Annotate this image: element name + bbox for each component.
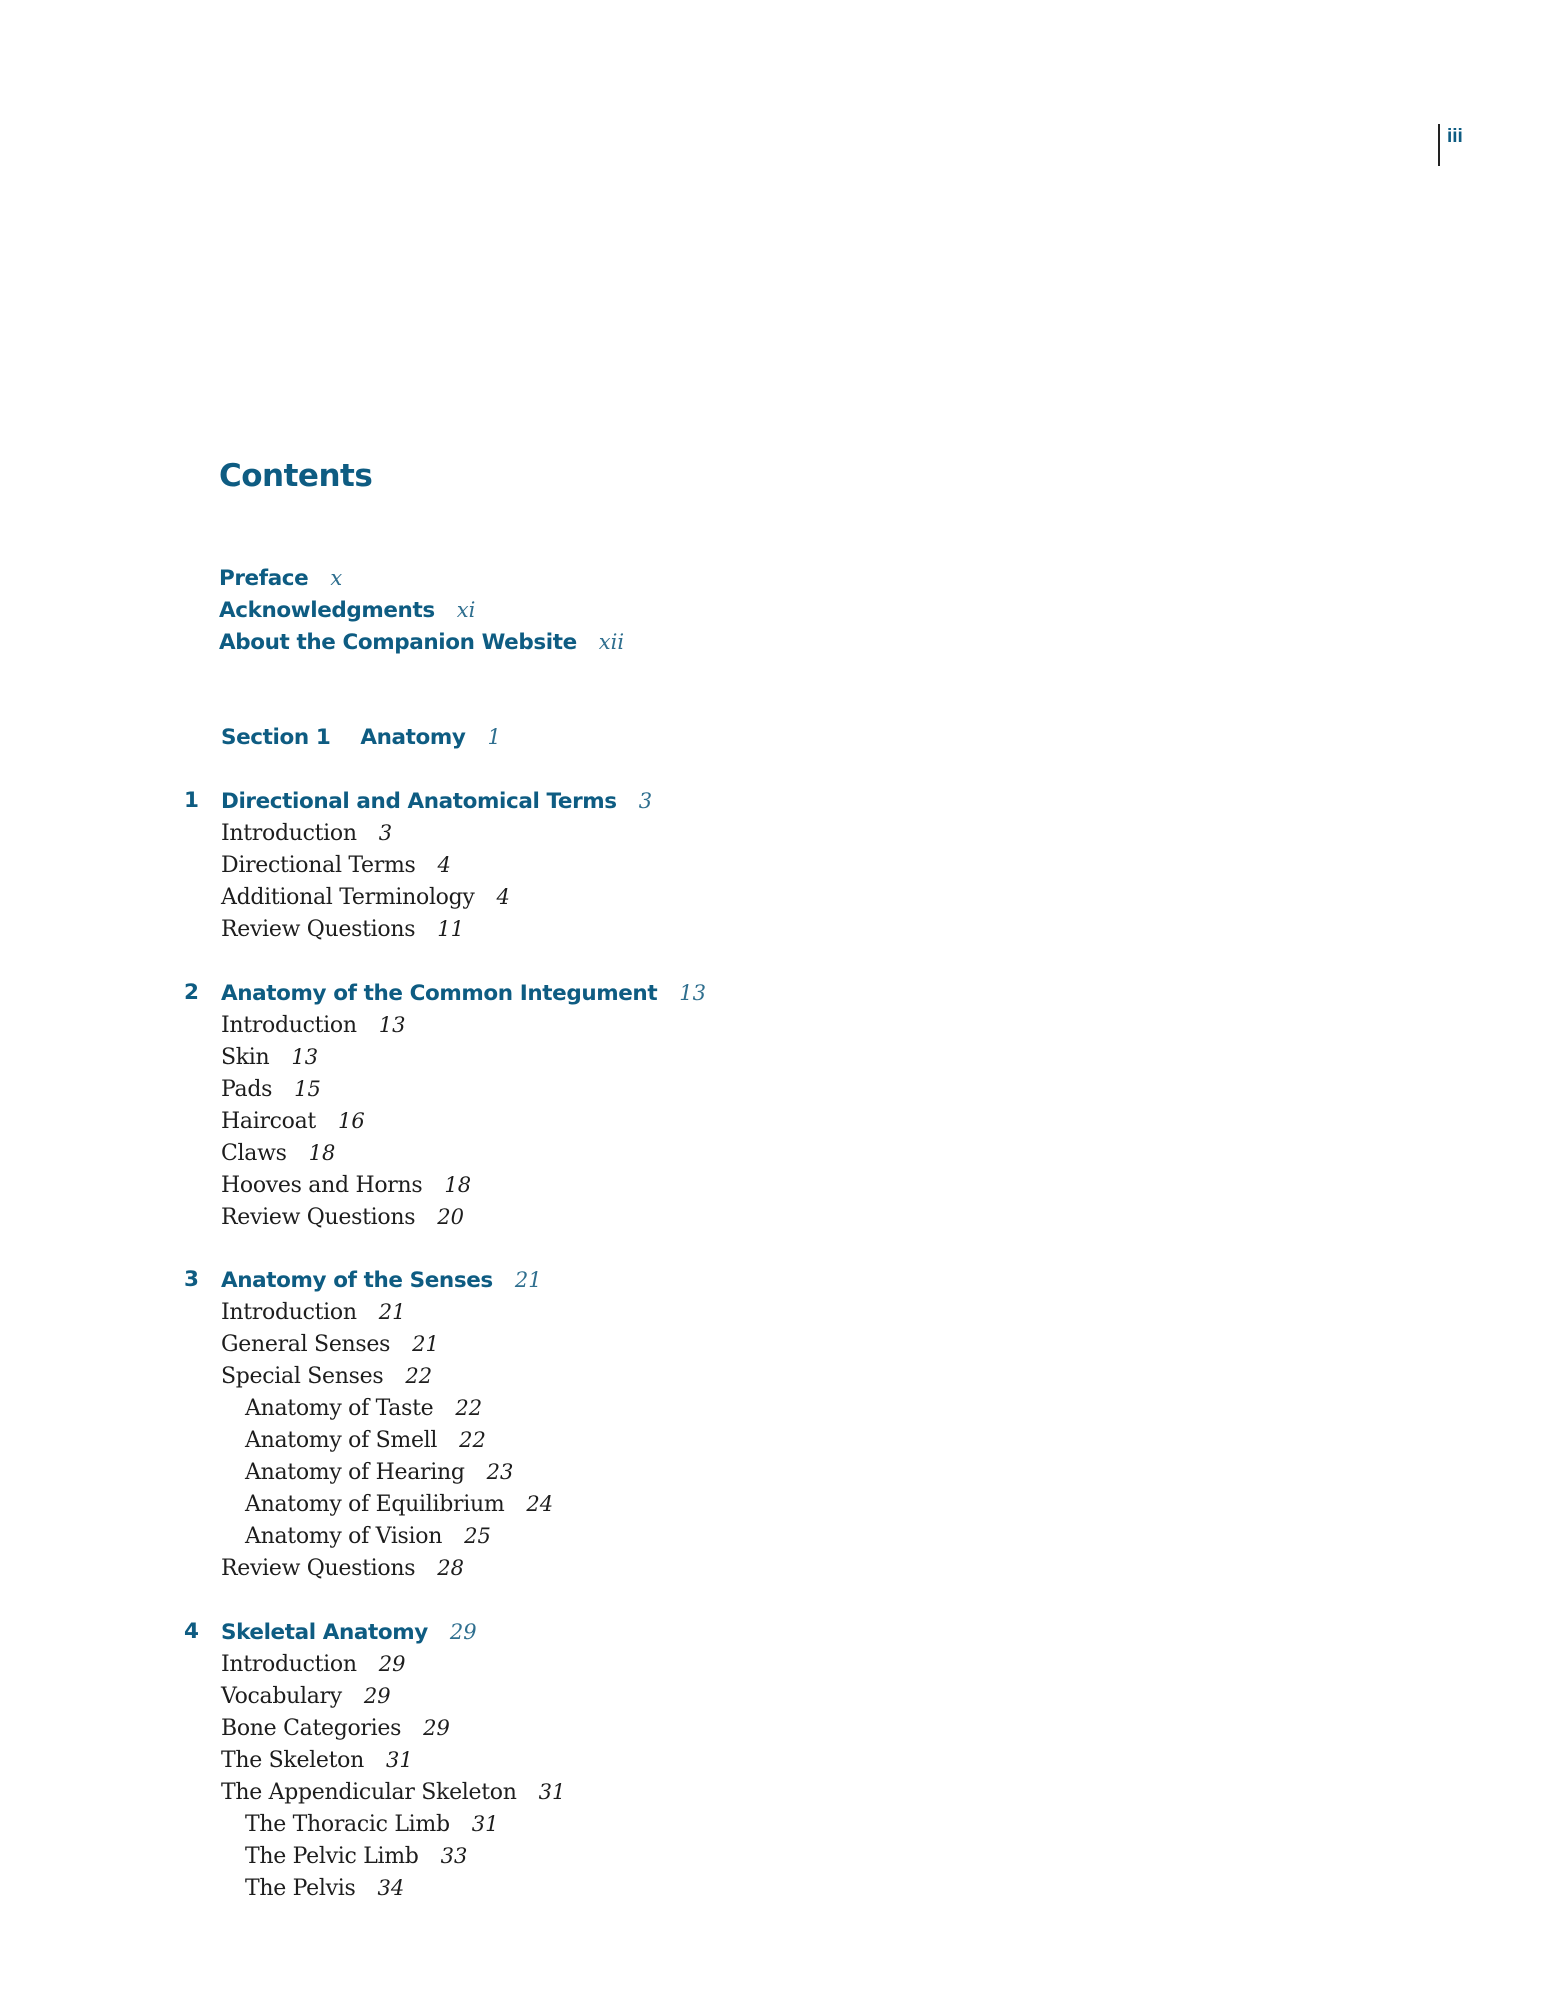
entry-label: Anatomy of Smell	[245, 1428, 438, 1453]
entry-page: 13	[291, 1045, 319, 1069]
entry-page: 21	[378, 1300, 406, 1324]
chapter-page: 3	[638, 789, 653, 813]
toc-entry[interactable]	[221, 1552, 464, 1584]
toc-entry[interactable]	[221, 1073, 321, 1105]
entry-label: Anatomy of Equilibrium	[245, 1492, 505, 1517]
chapter-page: 29	[449, 1620, 477, 1644]
entry-label: Anatomy of Vision	[245, 1524, 443, 1549]
entry-page: 22	[459, 1428, 486, 1452]
entry-page: 3	[378, 821, 393, 845]
entry-page: 22	[455, 1396, 483, 1420]
entry-label: Introduction	[221, 1013, 357, 1038]
chapter-title: Directional and Anatomical Terms	[221, 789, 617, 814]
chapter-number: 1	[184, 788, 199, 813]
toc-entry[interactable]	[221, 1169, 471, 1201]
toc-chapter-4[interactable]	[221, 1616, 477, 1648]
entry-label: Introduction	[221, 1652, 357, 1677]
toc-entry[interactable]	[221, 1328, 439, 1360]
chapter-number: 3	[184, 1267, 199, 1292]
section-label: Section 1	[221, 725, 331, 750]
entry-label: Special Senses	[221, 1364, 384, 1389]
entry-label: Review Questions	[221, 1556, 416, 1581]
entry-page: 16	[337, 1109, 365, 1133]
toc-chapter-3[interactable]	[221, 1264, 542, 1296]
toc-entry-acknowledgments[interactable]	[219, 594, 475, 626]
toc-entry[interactable]	[221, 1201, 464, 1233]
entry-page: 29	[378, 1652, 406, 1676]
toc-entry[interactable]	[221, 913, 464, 945]
chapter-page: 21	[514, 1268, 542, 1292]
entry-label: Bone Categories	[221, 1716, 402, 1741]
entry-label: Anatomy of Hearing	[245, 1460, 465, 1485]
entry-page: 28	[437, 1556, 464, 1580]
entry-page: 31	[471, 1812, 499, 1836]
entry-page: 31	[386, 1748, 413, 1772]
entry-page: 21	[412, 1332, 439, 1356]
toc-entry[interactable]	[221, 881, 510, 913]
entry-label: General Senses	[221, 1332, 391, 1357]
toc-subentry[interactable]	[245, 1424, 486, 1456]
toc-entry[interactable]	[221, 1009, 405, 1041]
toc-chapter-2[interactable]	[221, 977, 706, 1009]
entry-label: Preface	[219, 566, 309, 591]
chapter-title: Anatomy of the Senses	[221, 1268, 493, 1293]
entry-page: 33	[440, 1844, 468, 1868]
entry-page: 29	[363, 1684, 391, 1708]
chapter-number: 2	[184, 980, 199, 1005]
entry-page: 23	[486, 1460, 514, 1484]
entry-page: 18	[444, 1173, 472, 1197]
entry-page: 4	[437, 853, 451, 877]
entry-label: Additional Terminology	[221, 885, 475, 910]
entry-page: 15	[294, 1077, 321, 1101]
entry-label: Skin	[221, 1045, 270, 1070]
toc-entry[interactable]	[221, 1776, 565, 1808]
toc-entry[interactable]	[221, 1712, 450, 1744]
entry-label: Introduction	[221, 1300, 357, 1325]
entry-label: Haircoat	[221, 1109, 316, 1134]
chapter-number: 4	[184, 1619, 199, 1644]
page-number: iii	[1447, 126, 1463, 147]
section-name: Anatomy	[360, 725, 466, 750]
entry-label: About the Companion Website	[219, 630, 577, 655]
toc-entry[interactable]	[221, 817, 392, 849]
entry-label: Vocabulary	[221, 1684, 342, 1709]
entry-page: 25	[464, 1524, 491, 1548]
toc-entry[interactable]	[221, 1137, 335, 1169]
chapter-title: Skeletal Anatomy	[221, 1620, 428, 1645]
toc-section-1[interactable]	[221, 721, 501, 753]
chapter-page: 13	[679, 981, 706, 1005]
entry-label: Pads	[221, 1077, 273, 1102]
toc-entry-preface[interactable]	[219, 562, 342, 594]
entry-page: 11	[437, 917, 464, 941]
page-title: Contents	[219, 458, 373, 494]
toc-chapter-1[interactable]	[221, 785, 652, 817]
toc-entry-companion-website[interactable]	[219, 626, 624, 658]
entry-page: 22	[405, 1364, 433, 1388]
toc-subentry[interactable]	[245, 1520, 491, 1552]
toc-entry[interactable]	[221, 1296, 405, 1328]
toc-subentry[interactable]	[245, 1840, 467, 1872]
toc-entry[interactable]	[221, 1041, 318, 1073]
entry-page: 20	[437, 1205, 464, 1229]
entry-label: Review Questions	[221, 917, 416, 942]
entry-label: Directional Terms	[221, 853, 416, 878]
entry-page: 34	[377, 1876, 405, 1900]
toc-subentry[interactable]	[245, 1488, 553, 1520]
toc-entry[interactable]	[221, 1360, 432, 1392]
entry-page: 29	[423, 1716, 450, 1740]
entry-page: 24	[526, 1492, 554, 1516]
toc-subentry[interactable]	[245, 1392, 482, 1424]
entry-label: The Appendicular Skeleton	[221, 1780, 517, 1805]
entry-page: xi	[456, 598, 476, 622]
entry-label: The Skeleton	[221, 1748, 364, 1773]
toc-entry[interactable]	[221, 1105, 365, 1137]
entry-page: 13	[378, 1013, 406, 1037]
toc-entry[interactable]	[221, 1680, 391, 1712]
entry-label: Claws	[221, 1141, 287, 1166]
toc-entry[interactable]	[221, 849, 451, 881]
entry-page: 18	[308, 1141, 336, 1165]
folio-rule	[1438, 124, 1440, 166]
entry-label: The Pelvic Limb	[245, 1844, 419, 1869]
entry-page: xii	[598, 630, 625, 654]
entry-page: 31	[538, 1780, 566, 1804]
entry-label: The Pelvis	[245, 1876, 356, 1901]
toc-subentry[interactable]	[245, 1456, 513, 1488]
entry-label: Acknowledgments	[219, 598, 435, 623]
entry-page: x	[330, 566, 343, 590]
entry-label: Anatomy of Taste	[245, 1396, 434, 1421]
entry-label: The Thoracic Limb	[245, 1812, 450, 1837]
toc-entry[interactable]	[221, 1648, 405, 1680]
entry-page: 4	[496, 885, 510, 909]
toc-subentry[interactable]	[245, 1808, 498, 1840]
entry-label: Review Questions	[221, 1205, 416, 1230]
toc-entry[interactable]	[221, 1744, 413, 1776]
section-page: 1	[487, 725, 501, 749]
entry-label: Hooves and Horns	[221, 1173, 423, 1198]
toc-subentry[interactable]	[245, 1872, 404, 1904]
chapter-title: Anatomy of the Common Integument	[221, 981, 658, 1006]
entry-label: Introduction	[221, 821, 357, 846]
